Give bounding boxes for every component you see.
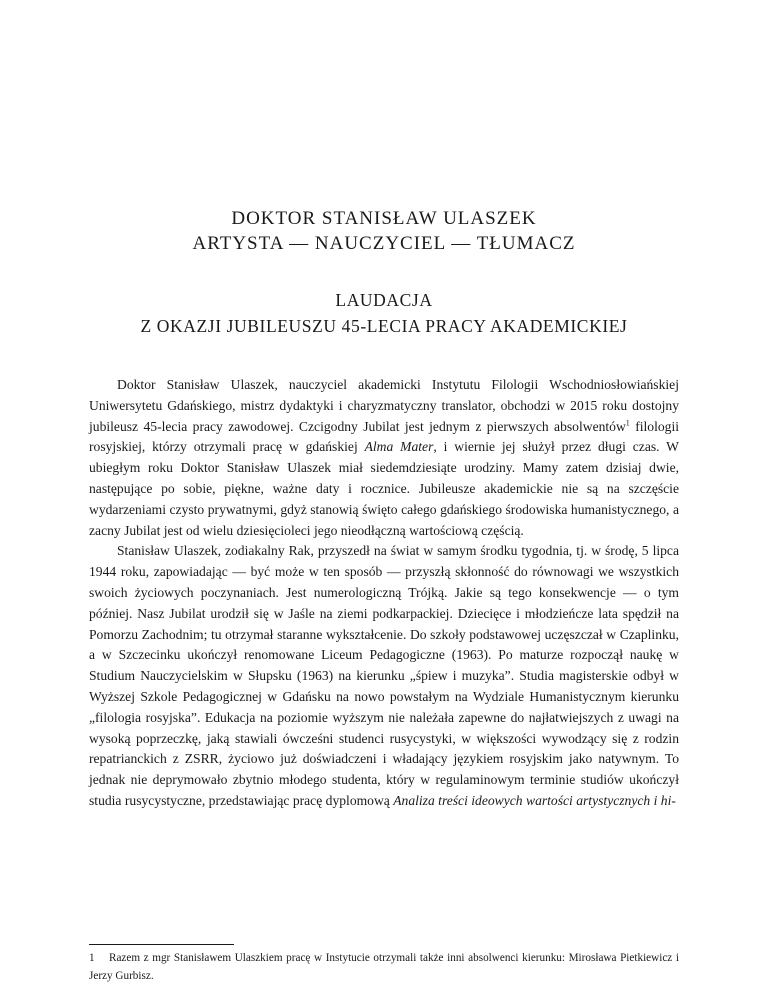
paragraph-2-text: Stanisław Ulaszek, zodiakalny Rak, przyszedł na świat w samym środku tygodnia, tj. w środę, 5 lipca 1944 roku, zapowiadając — być może w ten sposób — przyszłą skłonność do równowagi we wszystkich swoich życiowych poczynaniach. Jest numerologiczną Trójką. Jakie są tego konsekwencje — o tym później. Nasz Jubilat urodził się w Jaśle na ziemi podkarpackiej. Dziecięce i młodzieńcze lata spędził na Pomorzu Zachodnim; tu otrzymał staranne wykształcenie. Do szkoły podstawowej uczęszczał w Czaplinku, a w Szczecinku ukończył renomowane Liceum Pedagogiczne (1963). Po maturze rozpoczął naukę w Studium Nauczycielskim w Słupsku (1963) na kierunku „śpiew i muzyka”. Studia magisterskie odbył w Wyższej Szkole Pedagogicznej w Gdańsku na nowo powstałym na Wydziale Humanistycznym kierunku „filologia rosyjska”. Edukacja na poziomie wyższym nie należała zapewne do najłatwiejszych z uwagi na wysoką poprzeczkę, jaką stawiali ówcześni studenci rusycystyki, w większości wywodzący się z rodzin repatrianckich z ZSRR, życiowo już doświadczeni i władający językiem rosyjskim jako natywnym. To jednak nie deprymowało zbytnio młodego studenta, który w regulaminowym terminie studiów ukończył studia rusycystyczne, przedstawiając pracę dyplomową	[89, 543, 679, 808]
title-block	[0, 207, 768, 257]
section-title: LAUDACJA	[335, 290, 433, 310]
paragraph-1-text-a: Doktor Stanisław Ulaszek, nauczyciel akademicki Instytutu Filologii Wschodniosłowiańskiej Uniwersytetu Gdańskiego, mistrz dydaktyki i charyzmatyczny translator, obchodzi w 2015 roku dostojny jubileusz 45-lecia pracy zawodowej. Czcigodny Jubilat jest jednym z pierwszych absolwentów	[89, 377, 679, 434]
footnote-text: Razem z mgr Stanisławem Ulaszkiem pracę w Instytucie otrzymali także inni absolwenci kierunku: Mirosława Pietkiewicz i Jerzy Gurbisz.	[89, 952, 679, 982]
footnote	[89, 949, 679, 985]
title-subtitle: ARTYSTA — NAUCZYCIEL — TŁUMACZ	[192, 233, 576, 254]
paragraph-1	[89, 375, 679, 541]
paragraph-1-text-c: , i wiernie jej służył przez długi czas. W ubiegłym roku Doktor Stanisław Ulaszek miał siedemdziesiąte urodziny. Mamy zatem dzisiaj dwie, następujące po sobie, piękne, ważne daty i rocznice. Jubileusze akademickie nie są na szczęście wydarzeniami czysto prywatnymi, gdyż stanowią święto całego gdańskiego środowiska humanistycznego, a zacny Jubilat jest od wielu dziesięcioleci jego nieodłączną wartościową częścią.	[89, 439, 679, 538]
section-heading	[0, 287, 768, 339]
footnote-divider	[89, 944, 234, 945]
body-text	[89, 375, 679, 812]
footnote-reference: 1	[625, 418, 630, 428]
paragraph-2-italic: Analiza treści ideowych wartości artystycznych i hi-	[393, 792, 676, 808]
section-subtitle: Z OKAZJI JUBILEUSZU 45-LECIA PRACY AKADEMICKIEJ	[140, 316, 628, 336]
footnote-number: 1	[89, 952, 95, 964]
paragraph-2	[89, 541, 679, 811]
paragraph-1-italic: Alma Mater	[364, 439, 434, 455]
paragraph-1-text-b: filologii rosyjskiej, którzy otrzymali pracę w gdańskiej	[89, 418, 679, 455]
title-name: DOKTOR STANISŁAW ULASZEK	[231, 208, 537, 229]
